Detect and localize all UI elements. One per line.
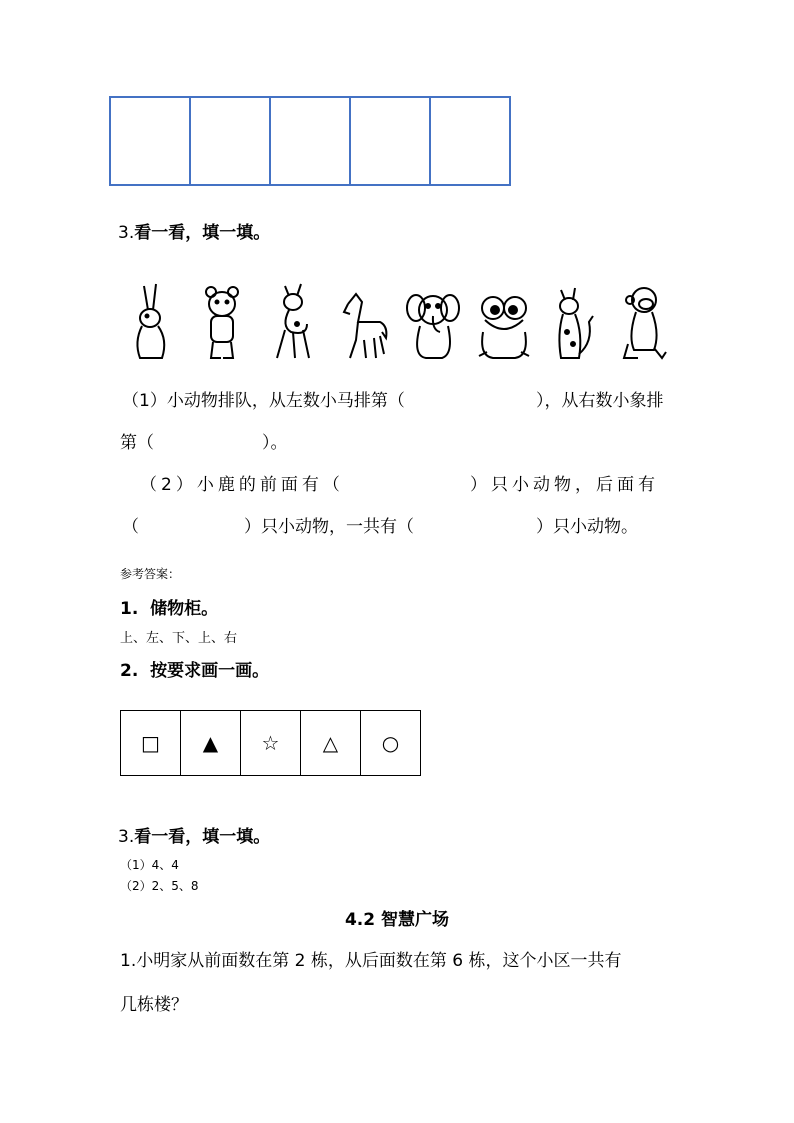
answer-3-2: （2）2、5、8 bbox=[120, 879, 199, 893]
answer-1-text: 上、左、下、上、右 bbox=[120, 631, 238, 646]
shape-answer-grid bbox=[120, 710, 421, 776]
circle-shape-cell: ○ bbox=[381, 731, 400, 755]
monkey-icon bbox=[616, 282, 674, 362]
answer-3-heading: 3.看一看，填一填。 bbox=[118, 827, 271, 847]
square-shape-cell: □ bbox=[121, 711, 181, 775]
answer-box-cell bbox=[351, 98, 431, 184]
next-question-line2: 几栋楼？ bbox=[120, 995, 188, 1015]
elephant-icon bbox=[404, 282, 462, 362]
horse-icon bbox=[334, 282, 392, 362]
question-3-2-line1-end: ）只小动物，后面有 bbox=[470, 475, 659, 495]
deer-icon bbox=[263, 282, 321, 362]
question-3-2-line2-start: （ bbox=[122, 517, 139, 537]
rabbit-icon bbox=[122, 282, 180, 362]
answer-box-grid bbox=[109, 96, 511, 186]
bear-icon bbox=[193, 282, 251, 362]
question-3-2-line2-mid: ）只小动物，一共有（ bbox=[244, 517, 414, 537]
answers-label: 参考答案： bbox=[120, 567, 181, 581]
answer-box-cell bbox=[431, 98, 509, 184]
question-3-1-line1: （1）小动物排队，从左数小马排第（ bbox=[122, 391, 405, 411]
question-3-2-line1: （2）小鹿的前面有（ bbox=[140, 475, 344, 495]
section-title: 4.2 智慧广场 bbox=[344, 910, 450, 930]
answer-1-heading: 1. 储物柜。 bbox=[120, 599, 219, 619]
question-3-1-line2: 第（ bbox=[120, 433, 154, 453]
question-3-heading: 3.看一看，填一填。 bbox=[118, 223, 271, 243]
question-3-2-line2-end: ）只小动物。 bbox=[536, 517, 638, 537]
triangle-shape-cell: △ bbox=[301, 711, 361, 775]
answer-box-cell bbox=[191, 98, 271, 184]
answer-box-cell bbox=[111, 98, 191, 184]
frog-icon bbox=[475, 282, 533, 362]
star-shape-cell: ☆ bbox=[241, 711, 301, 775]
question-3-1-line2-end: ）。 bbox=[262, 433, 288, 453]
answer-3-1: （1）4、4 bbox=[120, 858, 179, 872]
answer-2-heading: 2. 按要求画一画。 bbox=[120, 661, 270, 681]
animal-row bbox=[122, 280, 674, 362]
answer-box-cell bbox=[271, 98, 351, 184]
cat-icon bbox=[545, 282, 603, 362]
next-question-line1: 1.小明家从前面数在第 2 栋，从后面数在第 6 栋，这个小区一共有 bbox=[120, 951, 622, 971]
question-3-1-line1-end: ），从右数小象排 bbox=[536, 391, 664, 411]
filled-triangle-shape-cell: ▲ bbox=[181, 711, 241, 775]
